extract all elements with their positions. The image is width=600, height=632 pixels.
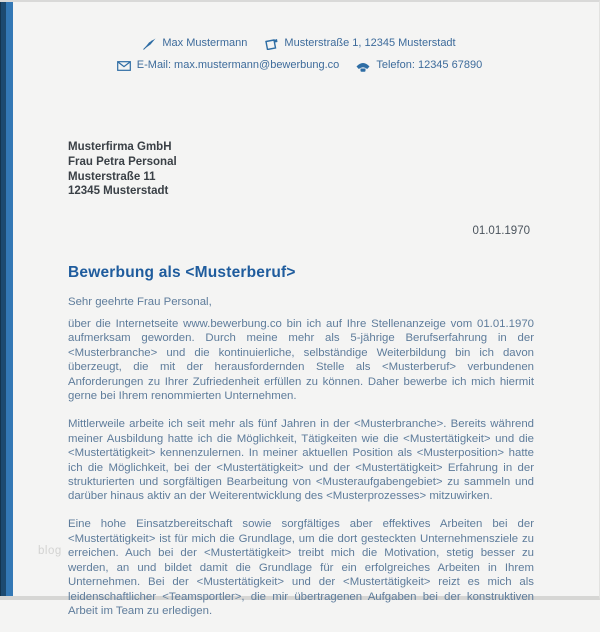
sender-phone: Telefon: 12345 67890 [376,59,483,71]
contact-line-2 [0,55,599,77]
sender-email-group [117,55,340,77]
contact-header [0,33,599,77]
sender-name: Max Mustermann [162,37,248,49]
left-accent-bar-light [6,2,13,596]
watermark-text: blog [38,545,62,557]
sender-phone-group [356,55,482,77]
sender-name-group [143,33,247,55]
contact-line-1 [0,33,599,55]
sender-address: Musterstraße 1, 12345 Musterstadt [284,37,456,49]
letter-date: 01.01.1970 [472,225,530,237]
address-icon [264,34,278,55]
letter-body [68,296,534,632]
pen-icon [143,34,156,55]
body-paragraph-2: Mittlerweile arbeite ich seit mehr als fünf Jahren in der <Musterbranche>. Bereits während meiner Ausbildung hatte ich die Möglichkeit, Tätigkeiten wie die <Mustertätigkeit> und die <Mustertätigkeit> kennenzulernen. In meiner aktuellen Position als <Musterposition> hatte ich die Möglichkeit, bei der <Mustertätigkeit> und der <Mustertätigkeit> Erfahrung in der strukturierten und sorgfältigen Bearbeitung von <Musteraufgabengebiet> zu sammeln und darüber hinaus aktiv an der Weiterentwicklung des <Musterprozesses> mitzuwirken. [68,418,534,503]
body-paragraph-3: Eine hohe Einsatzbereitschaft sowie sorgfältiges aber effektives Arbeiten bei der <Mustertätigkeit> ist für mich die Grundlage, um die dort gesteckten Unternehmensziele zu erreichen. Auch bei der <Mustertätigkeit> treibt mich die Motivation, stetig besser zu werden, an und bildet damit die Grundlage für ein erfolgreiches Arbeiten in Ihrem Unternehmen. Bei der <Mustertätigkeit> und der <Mustertätigkeit> reizt es mich als leidenschaftlicher <Teamsportler>, die mir übertragenen Aufgaben bei der konstruktiven Arbeit im Team zu erledigen. [68,518,534,618]
sender-email: E-Mail: max.mustermann@bewerbung.co [136,59,340,71]
subject-line: Bewerbung als <Musterberuf> [68,264,296,281]
recipient-company: Musterfirma GmbH [68,141,172,153]
phone-icon [356,56,370,77]
recipient-city: 12345 Musterstadt [68,185,169,198]
body-paragraph-1: über die Internetseite www.bewerbung.co bin ich auf Ihre Stellenanzeige vom 01.01.1970 aufmerksam geworden. Durch meine mehr als 5-jährige Berufserfahrung in der <Musterbranche> und die kontinuierliche, selbständige Weiterbildung bin ich davon überzeugt, die mit der herausfordernden Stelle als <Musterberuf> verbundenen Anforderungen zu Ihrer Zufriedenheit erfüllen zu können. Daher bewerbe ich mich hiermit gerne bei Ihrem renommierten Unternehmen. [68,318,534,403]
recipient-street: Musterstraße 11 [68,170,156,183]
recipient-block [68,140,177,199]
sender-address-group [264,33,455,55]
recipient-contact-person: Frau Petra Personal [68,155,177,168]
salutation: Sehr geehrte Frau Personal, [68,296,212,308]
envelope-icon [117,56,131,77]
